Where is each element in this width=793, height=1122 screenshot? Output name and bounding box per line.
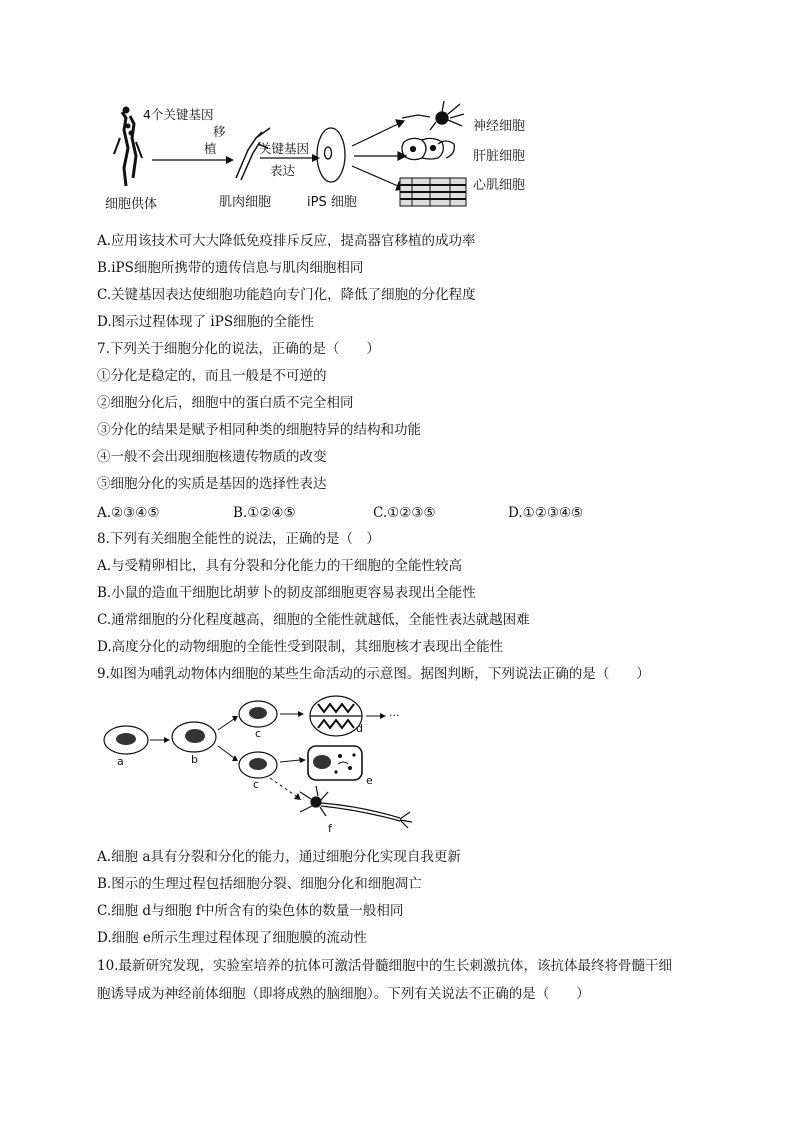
q6-option-c: C.关键基因表达使细胞功能趋向专门化，降低了细胞的分化程度 [97,287,476,303]
q9-option-c: C.细胞 d与细胞 f中所含有的染色体的数量一般相同 [97,903,404,919]
q6-option-d: D.图示过程体现了 iPS细胞的全能性 [97,314,315,330]
q10-stem-line-1: 10.最新研究发现，实验室培养的抗体可激活骨髓细胞中的生长刺激抗体，该抗体最终将骨髓干细 [97,958,672,974]
transplant-label-2: 植 [204,141,217,156]
q6-option-b: B.iPS细胞所携带的遗传信息与肌肉细胞相同 [97,260,364,276]
label-b: b [191,753,198,766]
ips-label: iPS 细胞 [307,195,357,210]
label-a: a [117,755,124,768]
q7-option-d: D.①②③④⑤ [508,505,584,521]
cell-a-image [104,726,148,754]
arrow-2-head [312,154,320,162]
q8-option-a: A.与受精卵相比，具有分裂和分化能力的干细胞的全能性较高 [97,558,463,574]
q8-option-b: B.小鼠的造血干细胞比胡萝卜的韧皮部细胞更容易表现出全能性 [97,585,476,601]
q7-statement-2: ②细胞分化后，细胞中的蛋白质不完全相同 [97,395,354,411]
transplant-label-1: 移 [213,124,226,139]
q8-option-c: C.通常细胞的分化程度越高，细胞的全能性就越低，全能性表达就越困难 [97,612,530,628]
label-e: e [366,774,373,787]
q8-stem: 8.下列有关细胞全能性的说法，正确的是（ ） [97,531,380,547]
label-f: f [328,822,332,835]
q7-statement-5: ⑤细胞分化的实质是基因的选择性表达 [97,476,327,492]
q7-statement-4: ④一般不会出现细胞核遗传物质的改变 [97,449,327,465]
output-label-1: 肝脏细胞 [473,149,526,164]
continuation-dots: ··· [389,709,400,722]
muscle-label: 肌肉细胞 [219,195,272,210]
label-c-lower: c [253,778,260,791]
arrow-c-d-head [298,711,304,717]
arrow-b-c1 [218,719,234,730]
cell-d-dividing-image [310,696,362,736]
output-label-2: 心肌细胞 [473,178,526,193]
output-label-0: 神经细胞 [473,119,526,134]
key-gene-label-1: 关键基因 [259,141,310,156]
q7-stem: 7.下列关于细胞分化的说法，正确的是（ ） [97,341,380,357]
q9-option-b: B.图示的生理过程包括细胞分裂、细胞分化和细胞凋亡 [97,876,422,892]
arrow-b-c2-head [232,755,238,761]
label-c-upper: c [255,727,262,740]
cell-c-lower-image [239,752,277,778]
arrow-a-b-head [164,737,170,743]
arrow-c-f [270,778,296,796]
cell-e-image [308,746,362,780]
q8-option-d: D.高度分化的动物细胞的全能性受到限制，其细胞核才表现出全能性 [97,639,504,655]
q7-option-c: C.①②③⑤ [373,505,436,521]
label-d: d [356,722,363,735]
liver-cells-image [402,138,454,159]
q7-statement-3: ③分化的结果是赋予相同种类的细胞特异的结构和功能 [97,422,421,438]
donor-figure-image [114,107,142,186]
arrow-d-more-head [380,713,386,719]
donor-label: 细胞供体 [105,197,158,212]
q9-option-a: A.细胞 a具有分裂和分化的能力，通过细胞分化实现自我更新 [97,849,461,865]
neuron-image [402,101,464,130]
q9-option-d: D.细胞 e所示生理过程体现了细胞膜的流动性 [97,930,367,946]
key-gene-label-2: 表达 [270,163,296,178]
q6-option-a: A.应用该技术可大大降低免疫排斥反应，提高器官移植的成功率 [97,233,476,249]
q7-option-a: A.②③④⑤ [97,505,160,521]
arrow-c-e-head [299,757,306,763]
ips-cell-image [317,128,345,182]
genes-label: 4个关键基因 [143,107,214,122]
arrow-1-head [226,156,234,164]
q7-statement-1: ①分化是稳定的，而且一般是不可逆的 [97,368,327,384]
ips-diagram [100,98,540,216]
cell-b-image [172,722,216,752]
q10-stem-line-2: 胞诱导成为神经前体细胞（即将成熟的脑细胞）。下列有关说法不正确的是（ ） [97,986,590,1002]
q9-stem: 9.如图为哺乳动物体内细胞的某些生命活动的示意图。据图判断，下列说法正确的是（ ） [97,666,650,682]
arrow-c-e [280,760,300,762]
cell-activity-diagram [100,692,420,840]
output-arrows [352,120,406,190]
neuron-f-image [300,786,412,828]
cell-c-upper-image [239,701,277,727]
cardiac-cells-image [400,178,466,206]
q7-option-b: B.①②④⑤ [233,505,296,521]
arrow-b-c1-head [232,716,238,722]
arrow-b-c2 [218,746,234,758]
arrow-c-f-head [294,793,301,800]
